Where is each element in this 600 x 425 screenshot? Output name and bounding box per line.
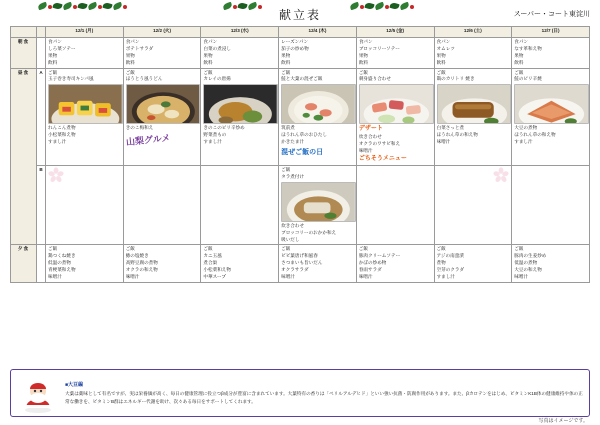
menu-item: ご飯	[436, 246, 446, 252]
menu-item: 高野豆腐の煮物	[125, 260, 158, 266]
sashimi-moriawase-photo	[359, 84, 434, 124]
menu-item: ご飯	[358, 246, 369, 252]
menu-item: 味噌汁	[358, 148, 373, 154]
menu-item: ご飯	[125, 69, 135, 75]
lunch-a-deco-1: 山梨グルメ	[125, 132, 171, 148]
menu-item: 空芽のクラダ	[436, 267, 465, 273]
footer-note-box	[10, 369, 590, 417]
corner-cell	[11, 27, 37, 38]
menu-item: ほうれん草のおひたし	[281, 132, 328, 138]
breakfast-sub	[37, 38, 46, 69]
menu-item: タラ煮付け	[281, 173, 305, 179]
lunch-b-cell-4	[356, 166, 434, 245]
menu-item: オクラのワサビ和え	[358, 141, 401, 147]
menu-item: ご飯	[281, 69, 291, 75]
breakfast-cell-1	[123, 38, 201, 69]
menu-item: 果物	[203, 52, 213, 58]
tamago-kinpa-photo	[48, 84, 123, 124]
menu-item: 白菜さっと煮	[436, 125, 465, 131]
page-header	[0, 0, 600, 26]
col-header-1: 12/2 (火)	[123, 27, 201, 38]
breakfast-cell-6	[512, 38, 590, 69]
menu-item: 煮合巣	[203, 260, 218, 266]
menu-item: きのこのピリ辛炒め	[203, 125, 245, 131]
menu-item: れんこん煮物	[48, 125, 76, 131]
menu-item: ご飯	[358, 69, 369, 75]
menu-item: 飲料	[48, 59, 58, 65]
lunch-a-cell-4	[356, 68, 434, 165]
sake-piriyaki-photo	[514, 84, 589, 124]
dinner-cell-5	[434, 245, 512, 282]
menu-item: すまし汁	[514, 139, 533, 145]
lunch-a-cell-6	[512, 68, 590, 165]
row-label-dinner: 夕食	[11, 245, 37, 282]
lunch-a-deco-3: 混ぜご飯の日	[281, 149, 324, 157]
menu-item: レーズンパン	[281, 39, 309, 44]
menu-item: 飲料	[436, 59, 446, 65]
menu-item: カニ玉風	[203, 253, 222, 259]
menu-item: オクラサラダ	[281, 267, 309, 273]
menu-item: 炊き合わせ	[281, 222, 305, 228]
col-header-5: 12/6 (土)	[434, 27, 512, 38]
menu-item: 味噌汁	[514, 274, 529, 280]
menu-item: 味噌汁	[436, 139, 451, 145]
col-header-0: 12/1 (月)	[46, 27, 124, 38]
sakura-icon	[48, 167, 64, 183]
menu-item: かきたま汁	[281, 139, 305, 145]
breakfast-cell-2	[201, 38, 279, 69]
menu-item: カレイの唐揚	[203, 76, 231, 82]
menu-item: 味噌汁	[125, 274, 140, 280]
lunch-b-cell-5	[434, 166, 512, 245]
lunch-b-cell-6	[512, 166, 590, 245]
breakfast-row	[11, 38, 590, 69]
menu-item: 飲料	[203, 59, 213, 65]
lunch-b-cell-0	[46, 166, 124, 245]
menu-item: 食パン	[203, 39, 218, 44]
breakfast-cell-0	[46, 38, 124, 69]
menu-item: 豚肉の生姜炒め	[514, 253, 547, 259]
menu-item: ご飯	[514, 69, 524, 75]
menu-item: 低温の煮物	[48, 260, 71, 266]
menu-item: 食パン	[436, 39, 451, 44]
dinner-cell-2	[201, 245, 279, 282]
menu-item: 果物	[281, 52, 291, 58]
menu-item: 青梗菜和え物	[48, 267, 76, 273]
menu-item: 果物	[514, 52, 524, 58]
dinner-sub	[37, 245, 46, 282]
dinner-cell-0	[46, 245, 124, 282]
menu-item: 飲料	[358, 59, 369, 65]
col-header-6: 12/7 (日)	[512, 27, 590, 38]
breakfast-cell-3	[279, 38, 357, 69]
lunch-group-b-label: B	[37, 166, 46, 245]
image-disclaimer: 写真はイメージです。	[538, 418, 588, 424]
menu-item: 果物	[358, 52, 369, 58]
menu-item: ほうれん草の和え物	[514, 132, 556, 138]
page-title: 献立表	[278, 8, 321, 22]
dinner-row	[11, 245, 590, 282]
lunch-row-b	[11, 166, 590, 245]
menu-item: なす革和え物	[514, 45, 542, 51]
lunch-a-deco-4: ごちそうメニュー	[358, 156, 407, 163]
menu-item: 玉子巻き寿司キンパ風	[48, 76, 94, 82]
menu-item: ご飯	[203, 69, 213, 75]
dinner-cell-3	[279, 245, 357, 282]
dessert-badge: デザート	[358, 126, 383, 133]
tori-yaki-photo	[437, 84, 512, 124]
dinner-cell-4	[356, 245, 434, 282]
footer-title: ■大豆編	[65, 382, 84, 389]
menu-item: ご飯	[125, 246, 135, 252]
menu-item: ご飯	[203, 246, 213, 252]
menu-item: 飲料	[281, 59, 291, 65]
lunch-b-cell-3	[279, 166, 357, 245]
menu-item: 飲料	[125, 59, 135, 65]
menu-item: 食パン	[358, 39, 373, 44]
menu-item: アジの南蛮漬	[436, 253, 464, 259]
footer-body: 大葉は薬味として有名ですが、実は栄養価が高く、毎日の健康管理に役立つβ成分が豊富に含まれています。大葉特有の香りは「ペリルアルデヒド」といい強い抗菌・防腐作用があります。また、βカロテンをはじめ、ビタミンK1B体の健康維持や体の正常な働きを、ビタミンB群はエネルギー代謝を助け、次々ある毎日をサポートしてくれます。	[65, 391, 583, 404]
menu-item: 刺身盛り合わせ	[358, 76, 391, 82]
shop-name: スーパー・コート東淀川	[513, 11, 590, 18]
lunch-a-cell-3	[279, 68, 357, 165]
menu-item: 茄子の炒め物	[281, 45, 309, 51]
lunch-a-cell-1	[123, 68, 201, 165]
menu-item: かぼの炒め物	[358, 260, 387, 266]
menu-item: 大豆の煮物	[514, 125, 538, 131]
menu-item: ご飯	[48, 69, 58, 75]
corner-cell-2	[37, 27, 46, 38]
menu-item: 煮物	[436, 260, 446, 266]
menu-item: 中華スープ	[203, 274, 226, 280]
lunch-row-a	[11, 68, 590, 165]
lunch-group-a-label: A	[37, 68, 46, 165]
menu-item: しろ菜ソテー	[48, 45, 76, 51]
menu-item: ご飯	[48, 246, 58, 252]
menu-item: 豚肉クリームソテー	[358, 253, 401, 259]
menu-item: 筑前煮	[281, 125, 295, 131]
menu-item: 野菜煮もの	[203, 132, 227, 138]
menu-item: オクラの和え物	[125, 267, 158, 273]
dinner-cell-6	[512, 245, 590, 282]
menu-item: 小松菜和え物	[203, 267, 231, 273]
menu-item: 春雨サラダ	[358, 267, 382, 273]
lunch-b-cell-2	[201, 166, 279, 245]
menu-item: 鶏つくね焼き	[48, 253, 76, 259]
dinner-cell-1	[123, 245, 201, 282]
menu-item: 鯵の塩焼き	[125, 253, 149, 259]
karei-karaage-photo	[203, 84, 278, 124]
menu-item: 食パン	[48, 39, 62, 44]
houtou-udon-photo	[126, 84, 201, 124]
menu-item: さつまいも旨いだん	[281, 260, 323, 266]
menu-item: 鮭のピリ辛焼	[514, 76, 542, 82]
menu-item: 味噌汁	[358, 274, 373, 280]
lunch-a-cell-5	[434, 68, 512, 165]
lunch-b-cell-1	[123, 166, 201, 245]
menu-item: ブロッコリーのおかか和え	[281, 229, 337, 235]
menu-item: 味噌汁	[281, 274, 295, 280]
row-label-breakfast: 朝食	[11, 38, 37, 69]
menu-item: ビビ葉唐げ和風春	[281, 253, 318, 259]
menu-item: 吸いだし	[281, 236, 300, 242]
santa-icon	[17, 372, 59, 414]
menu-item: きのこ梅和え	[125, 125, 154, 131]
menu-item: 小松菜和え物	[48, 132, 76, 138]
menu-item: 鮭と大葉の混ぜご飯	[281, 76, 323, 82]
menu-item: 炊き合わせ	[358, 134, 382, 140]
menu-item: ポテトサラダ	[125, 45, 154, 51]
menu-item: 鶏のカリトリ 焼き	[436, 76, 475, 82]
col-header-2: 12/3 (水)	[201, 27, 279, 38]
menu-item: ほうとう風うどん	[125, 76, 163, 82]
lunch-a-cell-0	[46, 68, 124, 165]
menu-item: 食パン	[125, 39, 140, 44]
menu-item: すまし汁	[436, 274, 455, 280]
menu-item: すまし汁	[203, 139, 222, 145]
menu-item: すまし汁	[48, 139, 67, 145]
sakura-icon	[493, 167, 509, 183]
menu-item: 果物	[48, 52, 58, 58]
footer-text	[59, 381, 583, 405]
menu-item: 低温の煮物	[514, 260, 538, 266]
lunch-a-cell-2	[201, 68, 279, 165]
menu-item: ご飯	[281, 167, 291, 173]
menu-item: 味噌汁	[48, 274, 62, 280]
col-header-4: 12/5 (金)	[356, 27, 434, 38]
breakfast-cell-4	[356, 38, 434, 69]
menu-item: 白菜の煮浸し	[203, 45, 231, 51]
menu-item: ご飯	[281, 246, 291, 252]
menu-item: 果物	[125, 52, 135, 58]
menu-item: ほうれん草の和え物	[436, 132, 478, 138]
sake-shiso-gohan-photo	[281, 84, 356, 124]
menu-item: ご飯	[514, 246, 524, 252]
menu-table	[10, 26, 590, 283]
tara-nitsuke-photo	[281, 182, 356, 222]
table-header-row	[11, 27, 590, 38]
col-header-3: 12/4 (木)	[279, 27, 357, 38]
menu-item: ブロッコリーソテー	[358, 45, 400, 51]
menu-item: 大豆の和え物	[514, 267, 542, 273]
breakfast-cell-5	[434, 38, 512, 69]
menu-item: オムレツ	[436, 45, 455, 51]
menu-item: 果物	[436, 52, 446, 58]
row-label-lunch: 昼食	[11, 68, 37, 245]
menu-item: 飲料	[514, 59, 524, 65]
menu-item: ご飯	[436, 69, 446, 75]
menu-item: 食パン	[514, 39, 529, 44]
